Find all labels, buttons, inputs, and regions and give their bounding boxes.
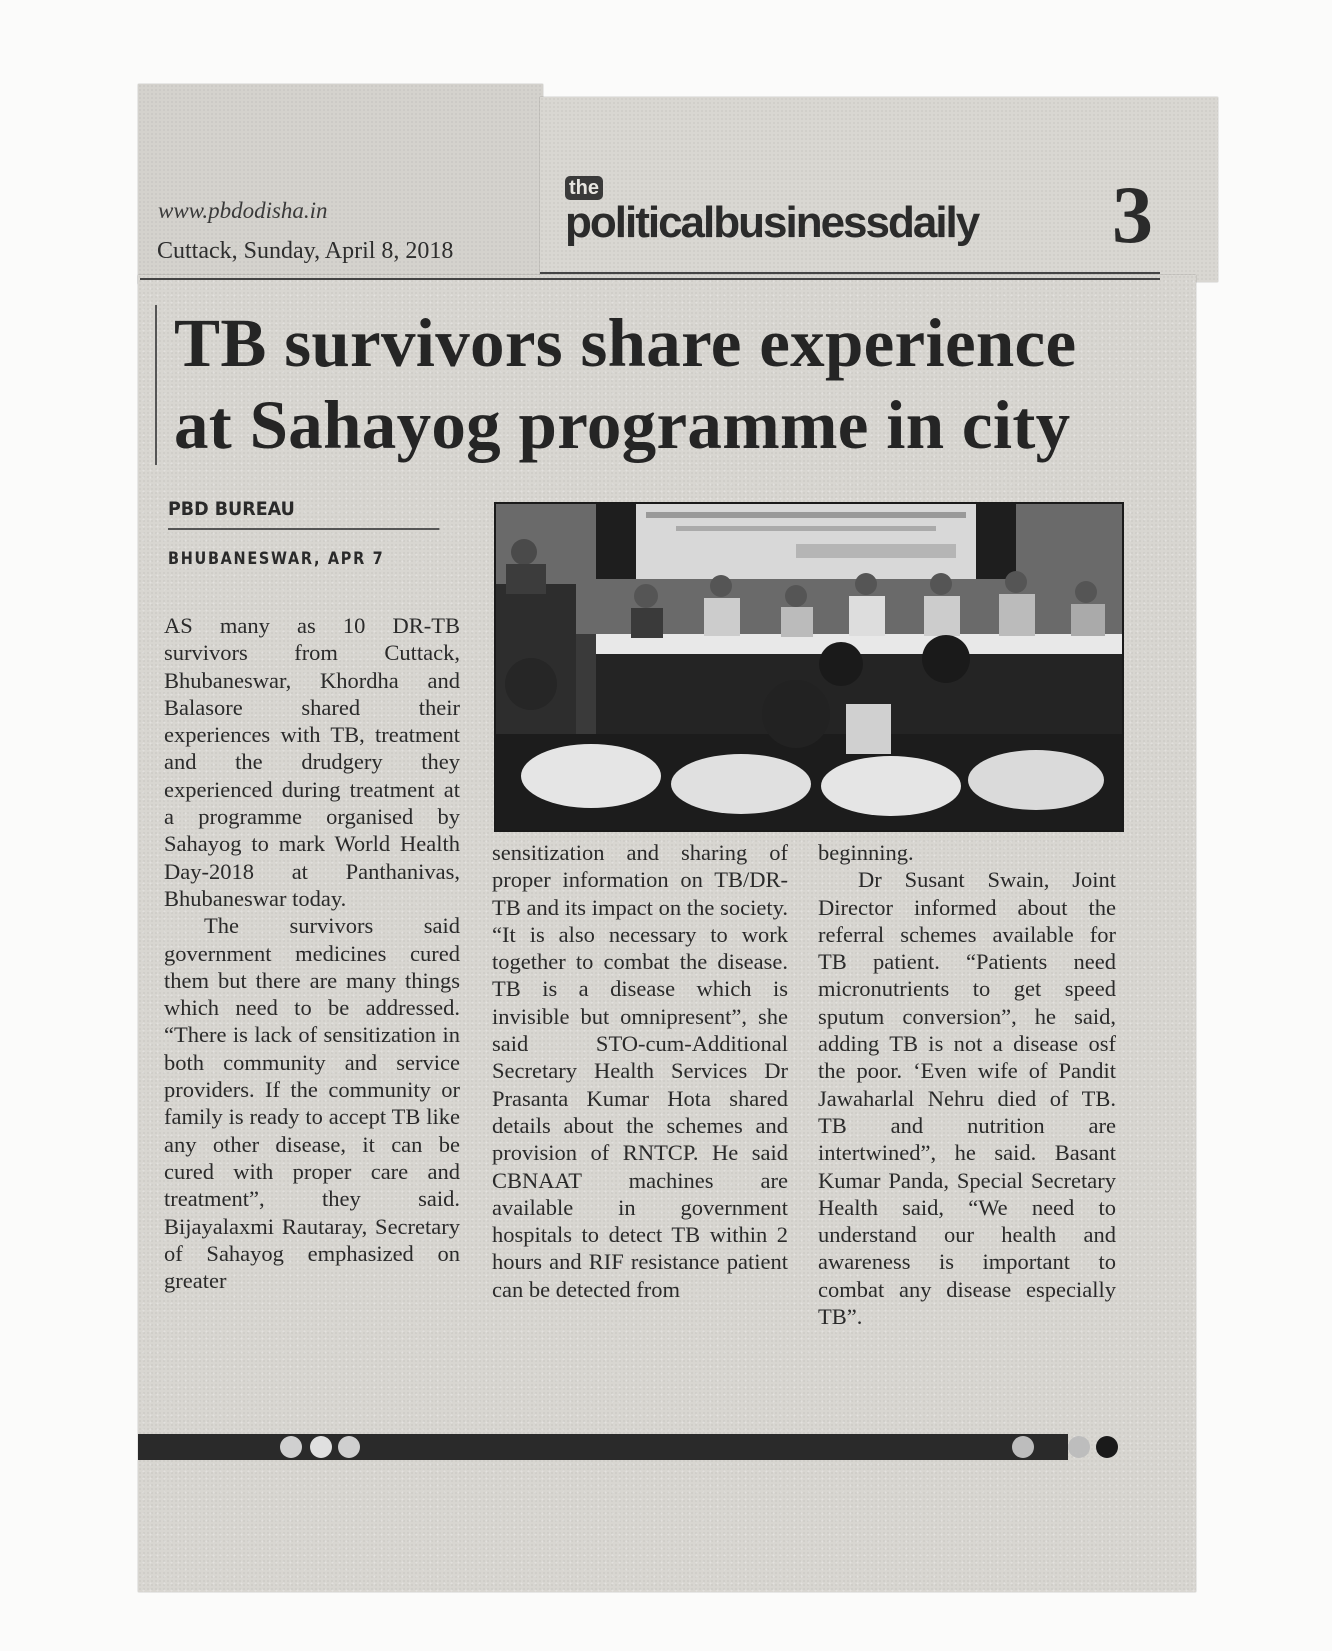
paragraph: AS many as 10 DR-TB survivors from Cuttack, Bhubaneswar, Khordha and Balasore shared their experiences with TB, treatment and the drudgery they experienced during treatment at a programme organised by Sahayog to mark World Health Day-2018 at Panthanivas, Bhubaneswar today. [164, 613, 460, 911]
byline: PBD BUREAU [168, 498, 439, 530]
event-photo-image [496, 504, 1122, 830]
paragraph: Dr Susant Swain, Joint Director informed about the referral schemes available for TB patient. “Patients need micronutrients to get speed sputum conversion”, he said, adding TB is not a disease osf the poor. ‘Even wife of Pandit Jawaharlal Nehru died of TB. TB and nutrition are intertwined”, he said. Basant Kumar Panda, Special Secretary Health said, “We need to understand our health and awareness is important to combat any disease especially TB”. [818, 867, 1116, 1330]
footer-band [138, 1434, 1068, 1460]
headline-line-2: at Sahayog programme in city [174, 387, 1071, 463]
article-column-3 [818, 839, 1116, 1330]
masthead [565, 169, 1165, 266]
masthead-rule [540, 272, 1160, 274]
masthead-the-badge: the [565, 176, 603, 200]
headline-line-1: TB survivors share experience [174, 305, 1077, 381]
paragraph: sensitization and sharing of proper information on TB/DR-TB and its impact on the society. “It is also necessary to work together to combat the disease. TB is a disease which is invisible but omnipresent”, she said STO-cum-Additional Secretary Health Services Dr Prasanta Kumar Hota shared details about the schemes and provision of RNTCP. He said CBNAAT machines are available in government hospitals to detect TB within 2 hours and RIF resistance patient can be detected from [492, 840, 788, 1302]
article-column-2 [492, 839, 788, 1303]
footer-dot [280, 1436, 302, 1458]
footer-dot [338, 1436, 360, 1458]
header-rule [140, 278, 1160, 280]
article-column-1 [164, 612, 460, 1294]
footer-dot [1012, 1436, 1034, 1458]
place-date-line: BHUBANESWAR, APR 7 [168, 549, 385, 569]
footer-dot [1068, 1436, 1090, 1458]
event-photo [494, 502, 1124, 832]
issue-dateline: Cuttack, Sunday, April 8, 2018 [157, 238, 454, 264]
paragraph: beginning. [818, 840, 914, 865]
headline-side-rule [155, 305, 157, 465]
article-headline [174, 302, 1174, 466]
footer-dot [310, 1436, 332, 1458]
page-number: 3 [1112, 169, 1153, 260]
footer-dot [1096, 1436, 1118, 1458]
masthead-title: politicalbusinessdaily [565, 198, 979, 247]
website-url: www.pbdodisha.in [158, 198, 328, 223]
paragraph: The survivors said government medicines cured them but there are many things which need to be addressed. “There is lack of sensitization in both community and service providers. If the community or family is ready to accept TB like any other disease, it can be cured with proper care and treatment”, they said. Bijayalaxmi Rautaray, Secretary of Sahayog emphasized on greater [164, 913, 460, 1294]
footer-dot [1040, 1436, 1062, 1458]
